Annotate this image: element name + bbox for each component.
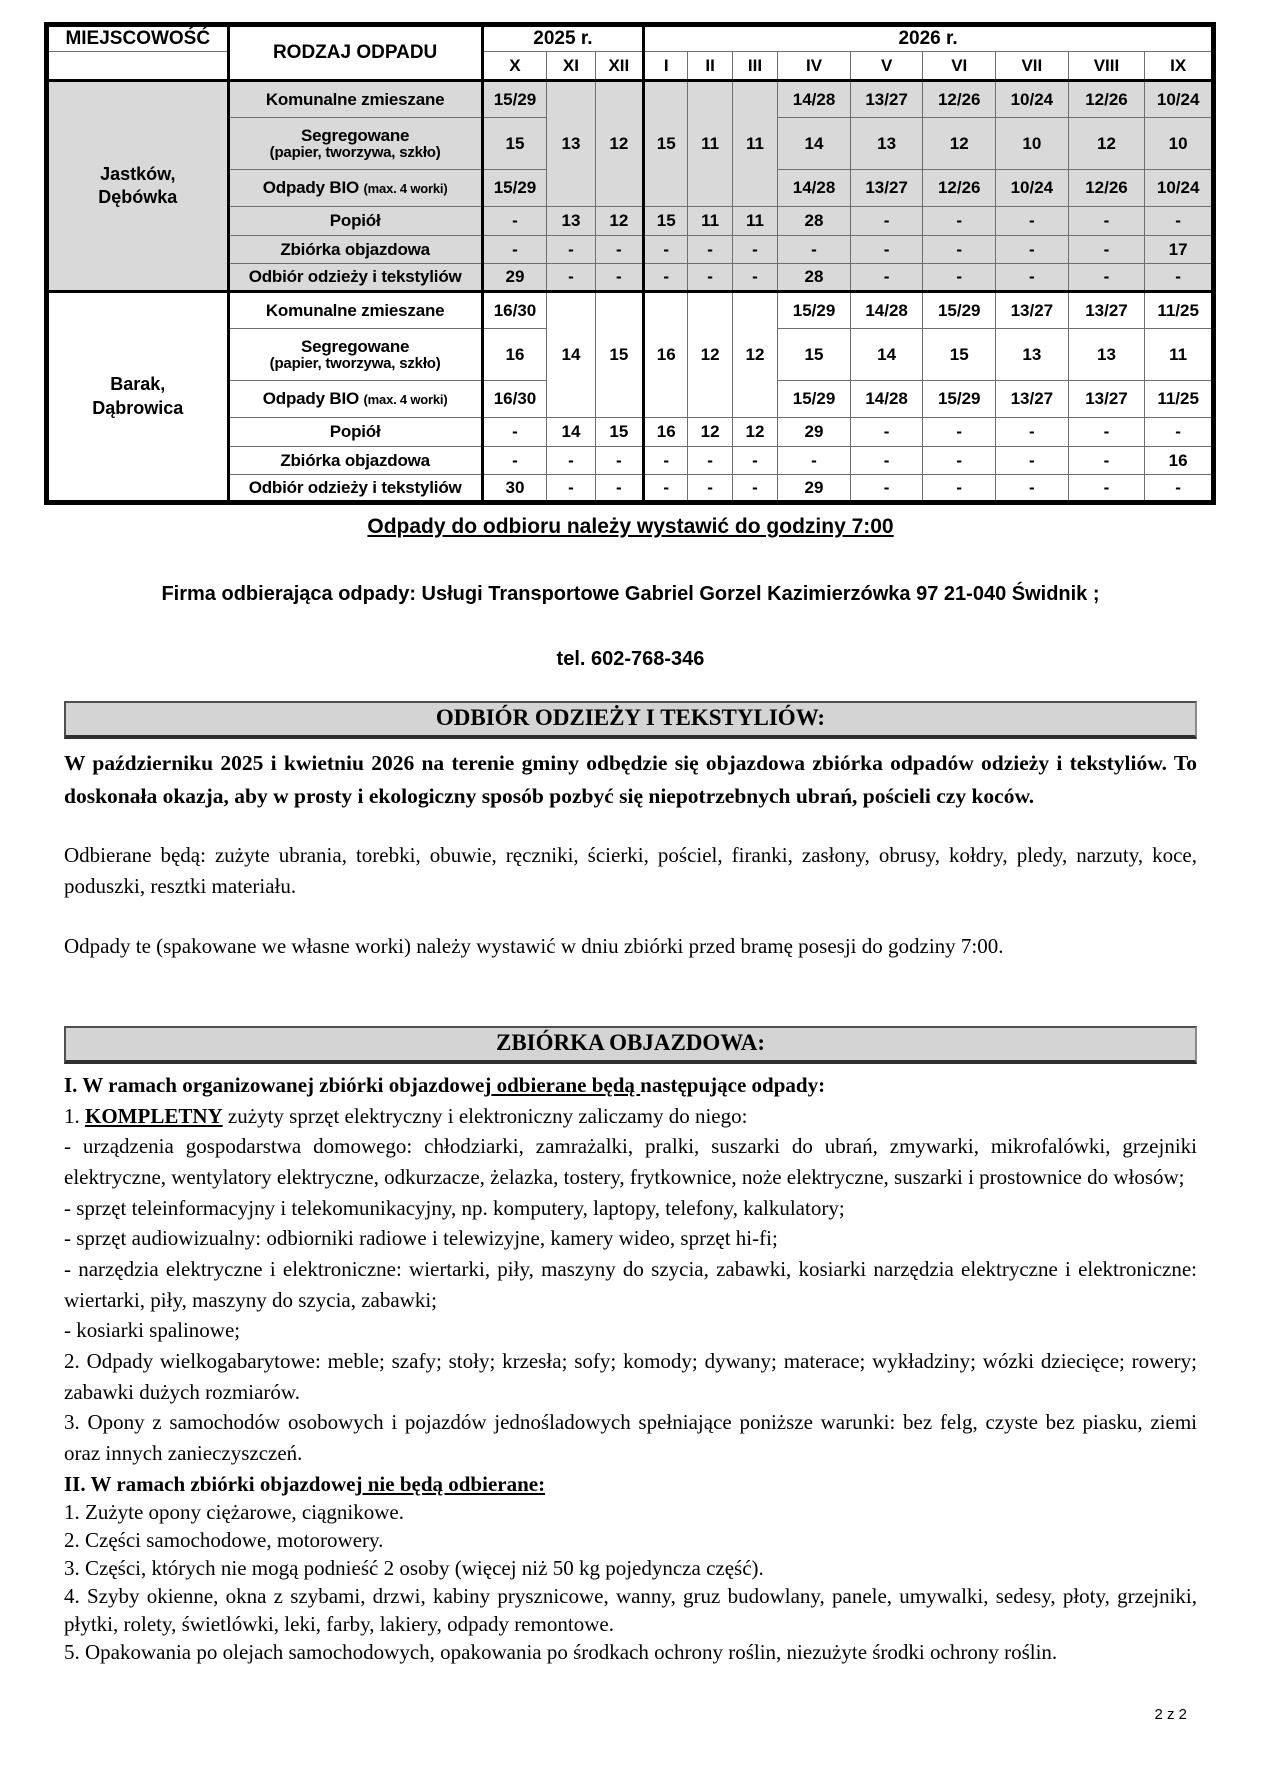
value-cell: - (547, 236, 595, 264)
value-cell: 13/27 (996, 292, 1069, 329)
waste-type-cell: Zbiórka objazdowa (228, 236, 482, 264)
header-row-months (47, 52, 1214, 81)
value-cell: 12/26 (1068, 170, 1145, 207)
value-cell: - (482, 236, 547, 264)
month-header: VII (996, 52, 1069, 81)
list-item: 4. Szyby okienne, okna z szybami, drzwi, kabiny prysznicowe, wanny, gruz budowlany, panele, umywalki, sedesy, płoty, grzejniki, płytki, rolety, świetlówki, leki, farby, lakiery, odpady remontowe. (64, 1584, 1197, 1636)
value-cell: - (778, 447, 851, 475)
value-cell: 15/29 (778, 292, 851, 329)
value-cell: 14/28 (850, 381, 923, 418)
value-cell: - (644, 264, 688, 292)
month-header: III (732, 52, 777, 81)
value-cell: 16/30 (482, 292, 547, 329)
value-cell: - (996, 447, 1069, 475)
value-cell: 28 (778, 264, 851, 292)
list-item: 2. Odpady wielkogabarytowe: meble; szafy; stoły; krzesła; sofy; komody; dywany; materace; wykładziny; wózki dziecięce; rowery; zabawki dużych rozmiarów. (64, 1349, 1197, 1404)
list-item: - sprzęt teleinformacyjny i telekomunikacyjny, np. komputery, laptopy, telefony, kalkulatory; (64, 1195, 845, 1220)
value-cell: 13 (547, 207, 595, 236)
value-cell: - (482, 447, 547, 475)
value-cell: - (547, 475, 595, 503)
value-cell: - (1145, 475, 1214, 503)
value-cell: - (923, 447, 996, 475)
value-cell: 15 (778, 329, 851, 381)
collection-rules (64, 1070, 1197, 1667)
value-cell: 16 (1145, 447, 1214, 475)
list-item: - urządzenia gospodarstwa domowego: chłodziarki, zamrażalki, pralki, suszarki do ubrań, zmywarki, mikrofalówki, grzejniki elektryczne, wentylatory elektryczne, odkurzacze, żelazka, tostery, frytkownice, noże elektryczne, suszarki i prostownice do włosów; (64, 1134, 1197, 1190)
value-cell: 12 (732, 418, 777, 447)
value-cell: - (923, 264, 996, 292)
value-cell: - (644, 447, 688, 475)
year-header-2026: 2026 r. (644, 25, 1214, 52)
kompletny-item: 1. KOMPLETNY zużyty sprzęt elektryczny i elektroniczny zaliczamy do niego: (64, 1103, 748, 1128)
month-header: I (644, 52, 688, 81)
value-cell: 10/24 (996, 170, 1069, 207)
value-cell: 12/26 (923, 81, 996, 118)
waste-schedule-table (44, 22, 1216, 505)
value-cell: 10 (996, 118, 1069, 170)
value-cell: - (1068, 418, 1145, 447)
waste-type-cell: Odpady BIO (max. 4 worki) (228, 170, 482, 207)
list-item: - narzędzia elektryczne i elektroniczne: wiertarki, piły, maszyny do szycia, zabawki, kosiarki narzędzia elektryczne i elektroniczne: wiertarki, piły, maszyny do szycia, zabawki; (64, 1257, 1197, 1312)
value-cell: 14/28 (778, 170, 851, 207)
waste-type-cell: Popiół (228, 418, 482, 447)
list-item: 2. Części samochodowe, motorowery. (64, 1528, 384, 1553)
list-item: 3. Opony z samochodów osobowych i pojazdów jednośladowych spełniające poniższe warunki: bez felg, czyste bez piasku, ziemi oraz innych zanieczyszczeń. (64, 1410, 1197, 1465)
value-cell: 10/24 (996, 81, 1069, 118)
value-cell: 12 (732, 292, 777, 418)
value-cell: - (732, 236, 777, 264)
textiles-section-title: ODBIÓR ODZIEŻY I TEKSTYLIÓW: (64, 701, 1197, 739)
month-header: X (482, 52, 547, 81)
list-item: 3. Części, których nie mogą podnieść 2 osoby (więcej niż 50 kg pojedyncza część). (64, 1556, 764, 1581)
value-cell: - (996, 418, 1069, 447)
page-number: 2 z 2 (1154, 1706, 1187, 1723)
value-cell: 13/27 (850, 81, 923, 118)
value-cell: 13/27 (1068, 292, 1145, 329)
value-cell: - (1068, 475, 1145, 503)
value-cell: - (732, 264, 777, 292)
value-cell: 13 (996, 329, 1069, 381)
value-cell: 17 (1145, 236, 1214, 264)
pickup-instructions-paragraph: Odpady te (spakowane we własne worki) należy wystawić w dniu zbiórki przed bramę posesji do godziny 7:00. (64, 933, 1004, 958)
value-cell: 13/27 (850, 170, 923, 207)
value-cell: - (923, 207, 996, 236)
value-cell: 16 (644, 418, 688, 447)
value-cell: - (996, 236, 1069, 264)
waste-type-cell: Segregowane (papier, tworzywa, szkło) (228, 118, 482, 170)
value-cell: - (595, 264, 643, 292)
value-cell: 12 (1068, 118, 1145, 170)
value-cell: 11 (1145, 329, 1214, 381)
waste-type-cell: Odbiór odzieży i tekstyliów (228, 264, 482, 292)
value-cell: - (1145, 264, 1214, 292)
value-cell: 10/24 (1145, 81, 1214, 118)
value-cell: 15 (595, 292, 643, 418)
location-cell: Jastków, Dębówka (47, 81, 229, 292)
value-cell: - (850, 264, 923, 292)
location-header-spacer (47, 52, 229, 81)
value-cell: 15 (644, 81, 688, 207)
schedule-row (47, 81, 1214, 118)
value-cell: - (996, 207, 1069, 236)
value-cell: - (688, 475, 732, 503)
value-cell: 15/29 (482, 81, 547, 118)
value-cell: 16 (644, 292, 688, 418)
value-cell: 12/26 (923, 170, 996, 207)
value-cell: - (688, 236, 732, 264)
value-cell: - (644, 475, 688, 503)
waste-type-cell: Segregowane (papier, tworzywa, szkło) (228, 329, 482, 381)
value-cell: 10/24 (1145, 170, 1214, 207)
value-cell: 13/27 (996, 381, 1069, 418)
value-cell: - (1145, 418, 1214, 447)
textiles-intro-paragraph: W październiku 2025 i kwietniu 2026 na terenie gminy odbędzie się objazdowa zbiórka odpadów odzieży i tekstyliów. To doskonała okazja, aby w prosty i ekologiczny sposób pozbyć się niepotrzebnych ubrań, pościeli czy koców. (64, 751, 1197, 809)
value-cell: 13 (850, 118, 923, 170)
list-item: - sprzęt audiowizualny: odbiorniki radiowe i telewizyjne, kamery wideo, sprzęt hi-fi; (64, 1226, 778, 1251)
value-cell: - (1068, 207, 1145, 236)
value-cell: - (732, 447, 777, 475)
list-item: 1. Zużyte opony ciężarowe, ciągnikowe. (64, 1500, 404, 1525)
included-items-list (64, 1131, 1197, 1468)
value-cell: - (547, 447, 595, 475)
value-cell: - (644, 236, 688, 264)
month-header: VIII (1068, 52, 1145, 81)
month-header: IX (1145, 52, 1214, 81)
value-cell: - (1068, 264, 1145, 292)
year-header-2025: 2025 r. (482, 25, 643, 52)
value-cell: 15 (595, 418, 643, 447)
month-header: V (850, 52, 923, 81)
value-cell: - (923, 236, 996, 264)
pickup-deadline-note: Odpady do odbioru należy wystawić do godziny 7:00 (367, 515, 894, 538)
month-header: XII (595, 52, 643, 81)
value-cell: 11 (688, 81, 732, 207)
accepted-items-paragraph: Odbierane będą: zużyte ubrania, torebki, obuwie, ręczniki, ścierki, pościel, firanki, zasłony, obrusy, kołdry, pledy, narzuty, koce, poduszki, resztki materiału. (64, 842, 1197, 899)
value-cell: - (850, 236, 923, 264)
value-cell: 15 (482, 118, 547, 170)
value-cell: 15/29 (923, 292, 996, 329)
value-cell: 12 (688, 418, 732, 447)
value-cell: - (1068, 236, 1145, 264)
waste-type-cell: Odpady BIO (max. 4 worki) (228, 381, 482, 418)
value-cell: - (1068, 447, 1145, 475)
month-header: XI (547, 52, 595, 81)
value-cell: - (996, 475, 1069, 503)
value-cell: - (850, 475, 923, 503)
value-cell: 16/30 (482, 381, 547, 418)
value-cell: 15 (923, 329, 996, 381)
value-cell: 13/27 (1068, 381, 1145, 418)
value-cell: 14 (547, 292, 595, 418)
value-cell: 29 (778, 475, 851, 503)
value-cell: 15 (644, 207, 688, 236)
excluded-items-heading: II. W ramach zbiórki objazdowej nie będą odbierane: (64, 1471, 546, 1496)
value-cell: - (482, 207, 547, 236)
value-cell: 11/25 (1145, 292, 1214, 329)
value-cell: 14 (778, 118, 851, 170)
list-item: 5. Opakowania po olejach samochodowych, opakowania po środkach ochrony roślin, niezużyte środki ochrony roślin. (64, 1639, 1058, 1664)
value-cell: - (547, 264, 595, 292)
month-header: II (688, 52, 732, 81)
value-cell: - (850, 207, 923, 236)
value-cell: 11 (732, 81, 777, 207)
value-cell: - (688, 447, 732, 475)
phone-number: tel. 602-768-346 (556, 648, 705, 670)
company-info: Firma odbierająca odpady: Usługi Transportowe Gabriel Gorzel Kazimierzówka 97 21-040 Świdnik ; (161, 583, 1100, 605)
col-header-location: MIEJSCOWOŚĆ (47, 25, 229, 52)
value-cell: 29 (482, 264, 547, 292)
value-cell: - (688, 264, 732, 292)
value-cell: - (850, 418, 923, 447)
value-cell: 16 (482, 329, 547, 381)
col-header-waste-type: RODZAJ ODPADU (228, 25, 482, 81)
waste-type-cell: Komunalne zmieszane (228, 81, 482, 118)
value-cell: 12 (595, 81, 643, 207)
value-cell: 12/26 (1068, 81, 1145, 118)
value-cell: 11/25 (1145, 381, 1214, 418)
value-cell: 11 (732, 207, 777, 236)
value-cell: - (595, 475, 643, 503)
value-cell: 15/29 (482, 170, 547, 207)
value-cell: 11 (688, 207, 732, 236)
value-cell: - (1145, 207, 1214, 236)
value-cell: 14 (547, 418, 595, 447)
value-cell: 12 (923, 118, 996, 170)
month-header: IV (778, 52, 851, 81)
list-item: - kosiarki spalinowe; (64, 1318, 241, 1343)
value-cell: - (923, 475, 996, 503)
value-cell: 29 (778, 418, 851, 447)
waste-type-cell: Komunalne zmieszane (228, 292, 482, 329)
value-cell: 14 (850, 329, 923, 381)
waste-type-cell: Popiół (228, 207, 482, 236)
waste-type-cell: Zbiórka objazdowa (228, 447, 482, 475)
value-cell: 28 (778, 207, 851, 236)
value-cell: 12 (595, 207, 643, 236)
waste-type-cell: Odbiór odzieży i tekstyliów (228, 475, 482, 503)
value-cell: 12 (688, 292, 732, 418)
value-cell: - (850, 447, 923, 475)
value-cell: - (482, 418, 547, 447)
value-cell: 15/29 (778, 381, 851, 418)
value-cell: 14/28 (850, 292, 923, 329)
value-cell: 10 (1145, 118, 1214, 170)
value-cell: - (732, 475, 777, 503)
value-cell: - (923, 418, 996, 447)
excluded-items-list (64, 1499, 1197, 1667)
value-cell: - (595, 447, 643, 475)
included-items-heading: I. W ramach organizowanej zbiórki objazdowej odbierane będą następujące odpady: (64, 1073, 826, 1098)
location-cell: Barak, Dąbrowica (47, 292, 229, 503)
schedule-row (47, 292, 1214, 329)
value-cell: 13 (1068, 329, 1145, 381)
value-cell: 13 (547, 81, 595, 207)
collection-section-title: ZBIÓRKA OBJAZDOWA: (64, 1026, 1197, 1064)
month-header: VI (923, 52, 996, 81)
value-cell: 30 (482, 475, 547, 503)
value-cell: 14/28 (778, 81, 851, 118)
header-row-years (47, 25, 1214, 52)
value-cell: - (778, 236, 851, 264)
value-cell: - (595, 236, 643, 264)
value-cell: - (996, 264, 1069, 292)
value-cell: 15/29 (923, 381, 996, 418)
